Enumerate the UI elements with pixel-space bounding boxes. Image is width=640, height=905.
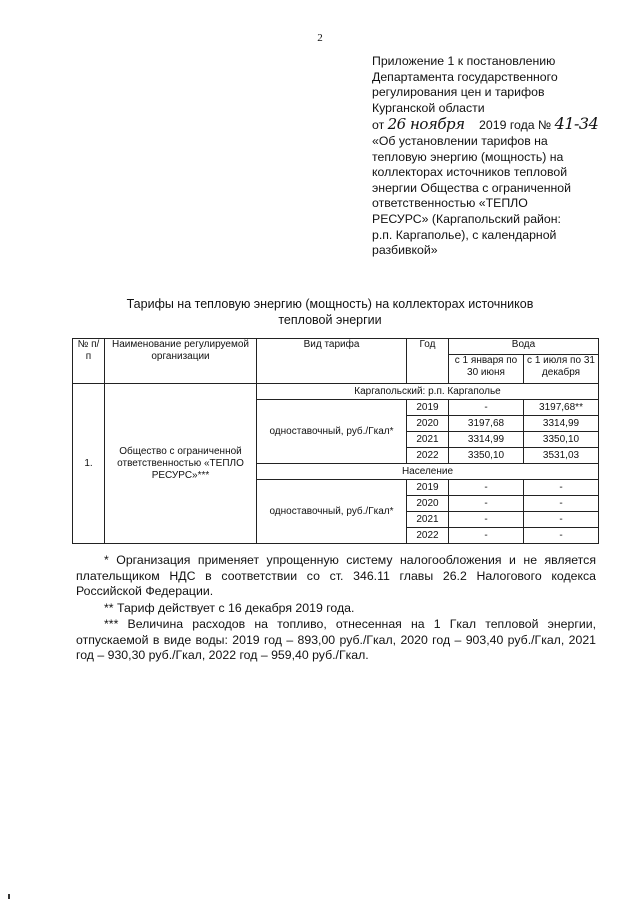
document-title: [90, 296, 570, 328]
section-title: Каргапольский: р.п. Каргаполье: [257, 384, 599, 400]
value-h1: 3197,68: [449, 416, 524, 432]
appendix-line: РЕСУРС» (Каргапольский район:: [372, 211, 561, 226]
value-h2: 3350,10: [524, 432, 599, 448]
appendix-line: Приложение 1 к постановлению: [372, 54, 556, 68]
value-h2: -: [524, 496, 599, 512]
scan-mark: [8, 894, 10, 899]
appendix-line: тепловую энергию (мощность) на: [372, 149, 564, 164]
footnote-1: * Организация применяет упрощенную систему налогообложения и не является плательщиком НДС в соответствии со ст. 346.11 главы 26.2 Налогового кодекса Российской Федерации.: [76, 553, 596, 598]
year-cell: 2022: [407, 448, 449, 464]
header-water: Вода: [449, 339, 599, 355]
section-title: Население: [257, 464, 599, 480]
handwritten-decree-number: 41-34: [554, 114, 599, 134]
organization-name: Общество с ограниченной ответственностью «ТЕПЛО РЕСУРС»***: [105, 384, 257, 544]
appendix-line: регулирования цен и тарифов: [372, 85, 545, 100]
year-cell: 2019: [407, 400, 449, 416]
title-line: тепловой энергии: [278, 313, 382, 327]
value-h1: -: [449, 496, 524, 512]
value-h2: -: [524, 528, 599, 544]
decree-date-line: [372, 116, 612, 134]
header-org: Наименование регулируемой организации: [105, 339, 257, 384]
appendix-line: Департамента государственного: [372, 69, 558, 84]
from-label: от: [372, 118, 385, 133]
value-h2: 3531,03: [524, 448, 599, 464]
value-h1: -: [449, 400, 524, 416]
section-title-row: [73, 384, 599, 400]
value-h1: -: [449, 512, 524, 528]
appendix-header: [372, 54, 612, 259]
value-h2: 3197,68**: [524, 400, 599, 416]
value-h1: -: [449, 480, 524, 496]
tariff-type: одноставочный, руб./Гкал*: [257, 480, 407, 544]
value-h2: -: [524, 480, 599, 496]
tariff-table: [72, 338, 599, 544]
appendix-line: «Об установлении тарифов на: [372, 133, 548, 148]
value-h2: 3314,99: [524, 416, 599, 432]
footnotes: [76, 553, 596, 665]
handwritten-date: 26 ноября: [387, 115, 465, 134]
value-h1: 3350,10: [449, 448, 524, 464]
value-h1: -: [449, 528, 524, 544]
appendix-line: Курганской области: [372, 100, 485, 115]
appendix-line: энергии Общества с ограниченной: [372, 180, 572, 195]
year-cell: 2021: [407, 432, 449, 448]
value-h1: 3314,99: [449, 432, 524, 448]
header-tariff-type: Вид тарифа: [257, 339, 407, 384]
row-number: 1.: [73, 384, 105, 544]
header-year: Год: [407, 339, 449, 384]
year-cell: 2020: [407, 416, 449, 432]
tariff-type: одноставочный, руб./Гкал*: [257, 400, 407, 464]
appendix-line: р.п. Каргаполье), с календарной: [372, 227, 557, 242]
page-number: 2: [317, 32, 323, 44]
year-cell: 2020: [407, 496, 449, 512]
title-line: Тарифы на тепловую энергию (мощность) на коллекторах источников: [126, 297, 534, 311]
year-cell: 2021: [407, 512, 449, 528]
value-h2: -: [524, 512, 599, 528]
header-num: № п/п: [73, 339, 105, 384]
header-period-2: с 1 июля по 31 декабря: [524, 355, 599, 384]
footnote-2: ** Тариф действует с 16 декабря 2019 года.: [104, 600, 355, 615]
table-header-row: [73, 339, 599, 355]
appendix-line: ответственностью «ТЕПЛО: [372, 196, 528, 211]
footnote-3: *** Величина расходов на топливо, отнесенная на 1 Гкал тепловой энергии, отпускаемой в виде воды: 2019 год – 893,00 руб./Гкал, 2020 год – 903,40 руб./Гкал, 2021 год – 930,30 руб./Гкал, 2022 год – 959,40 руб./Гкал.: [76, 617, 596, 662]
appendix-line: коллекторах источников тепловой: [372, 165, 568, 180]
header-period-1: с 1 января по 30 июня: [449, 355, 524, 384]
appendix-line: разбивкой»: [372, 243, 438, 258]
year-text: 2019 года №: [479, 118, 552, 133]
year-cell: 2022: [407, 528, 449, 544]
year-cell: 2019: [407, 480, 449, 496]
